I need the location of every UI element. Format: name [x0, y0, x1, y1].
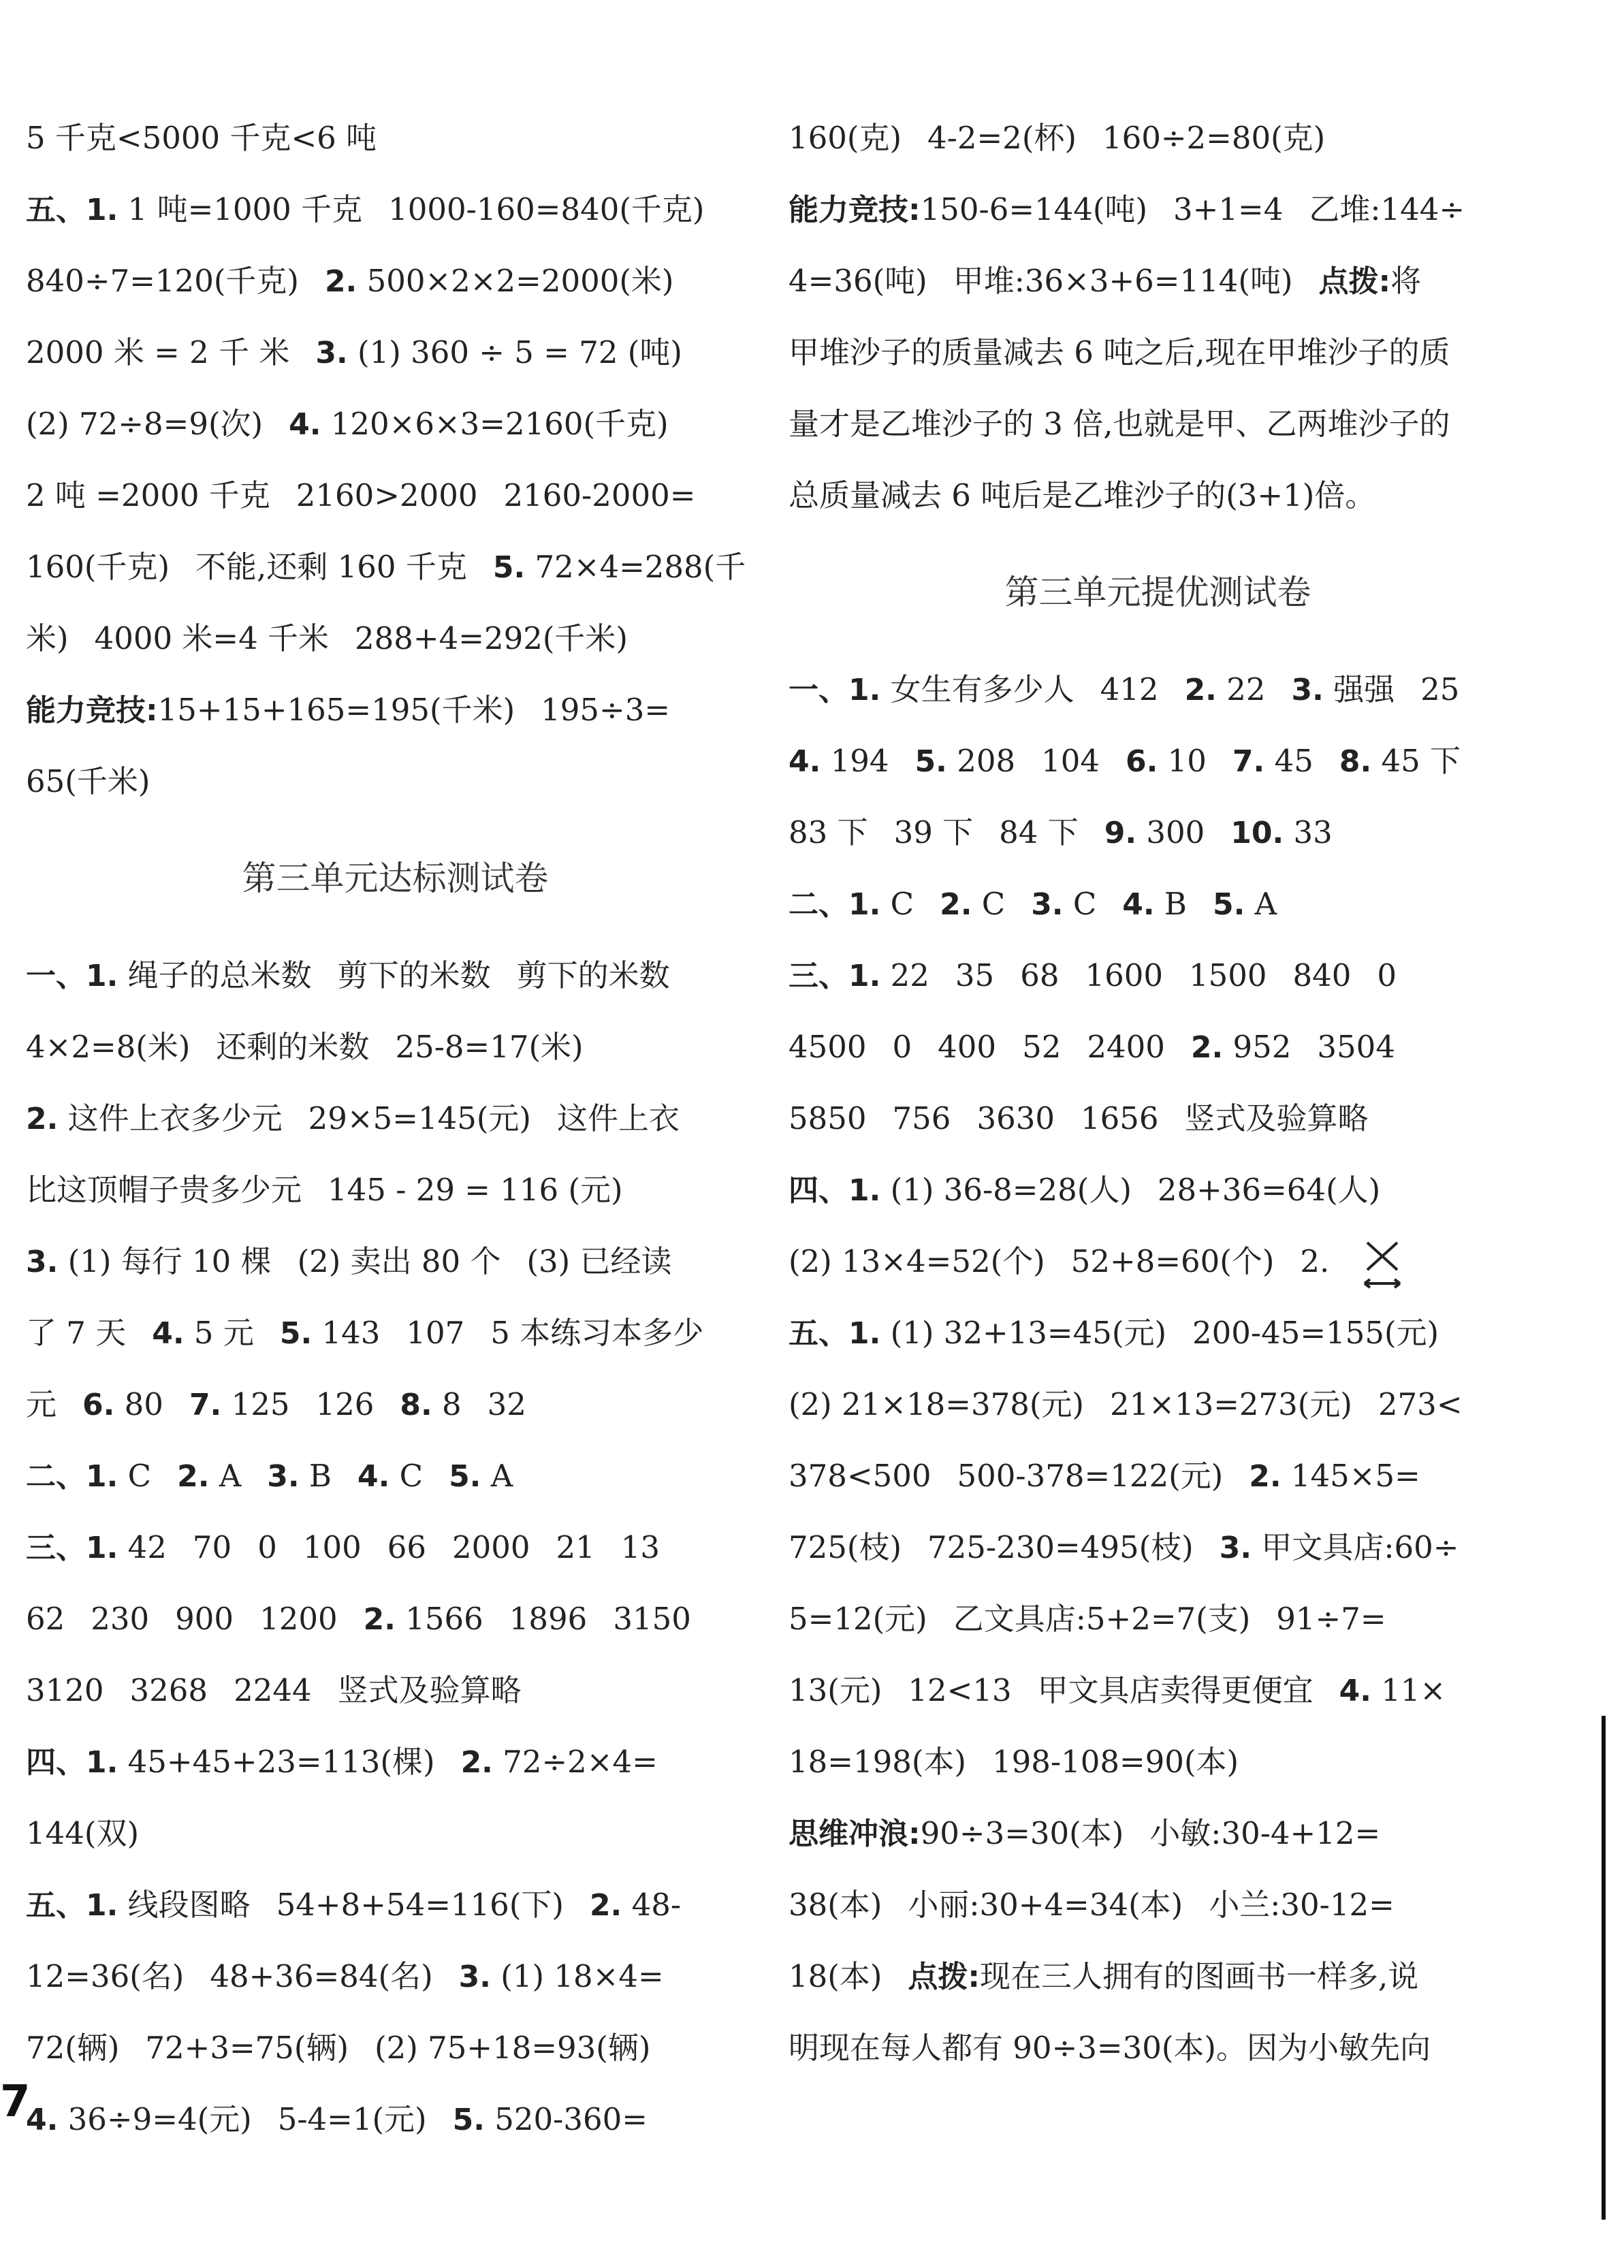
answer-line [26, 940, 765, 1011]
answer-segment: 小兰:30-12= [1209, 1887, 1395, 1923]
answer-segment: 70 [192, 1529, 232, 1565]
answer-segment: 2000 [452, 1529, 530, 1565]
left-answer-block-1 [26, 102, 765, 817]
answer-line [789, 1440, 1527, 1512]
answer-line [789, 1512, 1527, 1583]
answer-line [789, 1297, 1527, 1369]
answer-segment: 195÷3= [541, 692, 671, 728]
answer-line [789, 2012, 1527, 2083]
answer-segment: 25-8=17(米) [395, 1029, 584, 1065]
answer-segment: 38(本) [789, 1887, 882, 1923]
answer-line [26, 245, 765, 317]
answer-segment: 18(本) [789, 1958, 882, 1994]
answer-segment: 1000-160=840(千克) [388, 191, 705, 227]
answer-segment: 甲堆沙子的质量减去 6 吨之后,现在甲堆沙子的质 [789, 334, 1450, 370]
answer-segment: 五、1. 1 吨=1000 千克 [26, 191, 363, 227]
answer-segment: 0 [257, 1529, 277, 1565]
answer-segment: 29×5=145(元) [308, 1100, 531, 1136]
answer-segment: 840 [1292, 957, 1352, 993]
answer-segment: 量才是乙堆沙子的 3 倍,也就是甲、乙两堆沙子的 [789, 406, 1450, 442]
answer-segment: 9. 300 [1104, 814, 1205, 850]
left-column [26, 102, 765, 2155]
answer-segment: 725-230=495(枝) [927, 1529, 1194, 1565]
answer-segment: 13 [620, 1529, 660, 1565]
answer-segment: 65(千米) [26, 763, 150, 799]
answer-line [789, 174, 1527, 245]
answer-segment: (2) 75+18=93(辆) [375, 2030, 651, 2066]
answer-segment: 剪下的米数 [337, 957, 491, 993]
answer-segment: 5850 [789, 1100, 867, 1136]
right-answer-block-1 [789, 102, 1527, 531]
answer-segment: 1200 [259, 1601, 338, 1637]
answer-line [26, 2012, 765, 2083]
answer-segment: 5. A [1213, 886, 1277, 922]
answer-line [26, 746, 765, 817]
answer-line [26, 1083, 765, 1154]
answer-segment: 3120 [26, 1672, 104, 1708]
answer-segment: 756 [892, 1100, 951, 1136]
answer-segment: 5 本练习本多少 [490, 1315, 704, 1351]
answer-segment: 3. B [267, 1458, 332, 1494]
answer-segment: 412 [1100, 671, 1159, 707]
answer-segment: 4. B [1122, 886, 1187, 922]
answer-line [26, 531, 765, 603]
answer-segment: 62 [26, 1601, 65, 1637]
answer-segment: 52+8=60(个) [1070, 1243, 1275, 1279]
answer-segment: 13(元) [789, 1672, 882, 1708]
answer-line [789, 1583, 1527, 1655]
answer-segment: 甲堆:36×3+6=114(吨) [953, 263, 1293, 299]
answer-segment: 100 [302, 1529, 362, 1565]
right-answer-block-2 [789, 654, 1527, 2083]
answer-segment: 4. C [357, 1458, 424, 1494]
answer-segment: 四、1. (1) 36-8=28(人) [789, 1172, 1132, 1208]
answer-line [789, 940, 1527, 1011]
answer-line [26, 1369, 765, 1440]
page-number: 7 [0, 2077, 31, 2127]
answer-line [26, 1583, 765, 1655]
answer-segment: 二、1. C [789, 886, 914, 922]
answer-segment: 32 [487, 1386, 526, 1422]
answer-segment: 2244 [234, 1672, 312, 1708]
answer-segment: 198-108=90(本) [991, 1744, 1239, 1780]
answer-segment: (2) 72÷8=9(次) [26, 406, 264, 442]
answer-segment: 5. A [449, 1458, 513, 1494]
answer-segment: 3150 [613, 1601, 691, 1637]
answer-line [789, 1655, 1527, 1726]
answer-segment: 72(辆) [26, 2030, 120, 2066]
answer-line [26, 603, 765, 674]
answer-segment: 2. 72÷2×4= [460, 1744, 658, 1780]
answer-line [789, 1154, 1527, 1226]
answer-segment: 7. 45 [1232, 743, 1313, 779]
answer-segment: 160(克) [789, 120, 902, 156]
answer-line [789, 388, 1527, 460]
answer-segment: 一、1. 绳子的总米数 [26, 957, 312, 993]
answer-segment: 25 [1420, 671, 1460, 707]
answer-segment: 不能,还剩 160 千克 [195, 549, 467, 585]
answer-line [26, 317, 765, 388]
answer-segment: 明现在每人都有 90÷3=30(本)。因为小敏先向 [789, 2030, 1431, 2066]
answer-segment: (2) 21×18=378(元) [789, 1386, 1084, 1422]
answer-segment: 比这顶帽子贵多少元 [26, 1172, 302, 1208]
answer-segment: 点拨:现在三人拥有的图画书一样多,说 [908, 1958, 1419, 1994]
answer-segment: 6. 10 [1126, 743, 1207, 779]
answer-segment: 2400 [1087, 1029, 1165, 1065]
answer-line [26, 1297, 765, 1369]
answer-segment: 3+1=4 [1173, 191, 1284, 227]
answer-segment: 6. 80 [82, 1386, 163, 1422]
answer-segment: 66 [387, 1529, 426, 1565]
answer-line [789, 1369, 1527, 1440]
answer-segment: 0 [1377, 957, 1397, 993]
answer-segment: 5. 72×4=288(千 [492, 549, 746, 585]
answer-segment: 725(枝) [789, 1529, 902, 1565]
answer-line [26, 388, 765, 460]
answer-segment: 8. 45 下 [1339, 743, 1461, 779]
answer-segment: 378<500 [789, 1458, 932, 1494]
answer-segment: 4. 36÷9=4(元) [26, 2101, 252, 2137]
answer-segment: 39 下 [893, 814, 974, 850]
left-answer-block-2 [26, 940, 765, 2155]
answer-segment: 84 下 [999, 814, 1079, 850]
answer-segment: 12<13 [908, 1672, 1012, 1708]
answer-line [789, 460, 1527, 531]
answer-segment: 4×2=8(米) [26, 1029, 191, 1065]
answer-line [26, 460, 765, 531]
answer-segment: 5. 520-360= [452, 2101, 648, 2137]
answer-line [789, 654, 1527, 725]
answer-line [789, 1940, 1527, 2012]
answer-segment: 这件上衣 [556, 1100, 680, 1136]
answer-segment: 乙文具店:5+2=7(支) [953, 1601, 1251, 1637]
answer-segment: 2000 米 = 2 千 米 [26, 334, 290, 370]
answer-segment: 剪下的米数 [516, 957, 670, 993]
answer-segment: 1656 [1080, 1100, 1159, 1136]
answer-segment: 200-45=155(元) [1192, 1315, 1439, 1351]
answer-segment: 2. [1300, 1243, 1330, 1279]
answer-segment: 四、1. 45+45+23=113(棵) [26, 1744, 435, 1780]
answer-line [789, 102, 1527, 174]
answer-segment: 3. 甲文具店:60÷ [1219, 1529, 1459, 1565]
answer-line [26, 1512, 765, 1583]
answer-segment: 2160-2000= [503, 477, 696, 513]
answer-segment: 273< [1378, 1386, 1463, 1422]
answer-line [26, 1655, 765, 1726]
cross-mark-icon [1362, 1237, 1403, 1292]
answer-line [789, 797, 1527, 868]
right-column [789, 102, 1527, 2083]
answer-segment: 元 [26, 1386, 57, 1422]
answer-segment: 4. 11× [1339, 1672, 1446, 1708]
answer-segment: 二、1. C [26, 1458, 152, 1494]
answer-segment: 3630 [976, 1100, 1055, 1136]
answer-segment: 能力竞技:15+15+165=195(千米) [26, 692, 515, 728]
answer-segment: 4. 5 元 [152, 1315, 254, 1351]
answer-segment: 4-2=2(杯) [927, 120, 1077, 156]
answer-segment: 5 千克<5000 千克<6 吨 [26, 120, 377, 156]
answer-segment: 4=36(吨) [789, 263, 927, 299]
answer-segment: 3. 强强 [1291, 671, 1395, 707]
answer-segment: 五、1. 线段图略 [26, 1887, 251, 1923]
answer-line [789, 317, 1527, 388]
answer-segment: 五、1. (1) 32+13=45(元) [789, 1315, 1166, 1351]
answer-line [789, 1726, 1527, 1798]
answer-segment: 了 7 天 [26, 1315, 127, 1351]
answer-segment: 48+36=84(名) [210, 1958, 433, 1994]
answer-segment: 小敏:30-4+12= [1149, 1815, 1381, 1851]
answer-segment: 4000 米=4 千米 [94, 620, 330, 656]
answer-line [26, 1154, 765, 1226]
answer-segment: 900 [175, 1601, 234, 1637]
answer-line [789, 1011, 1527, 1083]
answer-segment: 2. 952 [1190, 1029, 1292, 1065]
answer-segment: 21×13=273(元) [1109, 1386, 1352, 1422]
answer-segment: 5. 143 [279, 1315, 381, 1351]
answer-segment: 5. 208 [914, 743, 1016, 779]
answer-segment: 3. (1) 18×4= [458, 1958, 664, 1994]
answer-segment: 107 [406, 1315, 465, 1351]
section-heading-unit3-advanced: 第三单元提优测试卷 [1004, 573, 1311, 612]
page-edge-bar [1602, 1716, 1606, 2220]
answer-segment: 840÷7=120(千克) [26, 263, 299, 299]
answer-segment: 3. (1) 360 ÷ 5 = 72 (吨) [315, 334, 682, 370]
answer-segment: 一、1. 女生有多少人 [789, 671, 1074, 707]
answer-line [26, 174, 765, 245]
answer-segment: 2 吨 =2000 千克 [26, 477, 270, 513]
answer-segment: 8. 8 [400, 1386, 462, 1422]
answer-segment: 3504 [1317, 1029, 1395, 1065]
answer-segment: 小丽:30+4=34(本) [908, 1887, 1183, 1923]
answer-segment: 144(双) [26, 1815, 140, 1851]
answer-line [789, 725, 1527, 797]
answer-segment: 104 [1041, 743, 1100, 779]
answer-segment: 2160>2000 [296, 477, 478, 513]
answer-segment: 4500 [789, 1029, 867, 1065]
answer-segment: 12=36(名) [26, 1958, 185, 1994]
answer-segment: 288+4=292(千米) [355, 620, 628, 656]
answer-line [26, 1940, 765, 2012]
answer-segment: 83 下 [789, 814, 868, 850]
answer-line [26, 2083, 765, 2155]
answer-line [26, 1440, 765, 1512]
answer-segment: 3. C [1031, 886, 1097, 922]
answer-line [26, 102, 765, 174]
answer-segment: 2. 48- [589, 1887, 682, 1923]
answer-segment: 4. 120×6×3=2160(千克) [289, 406, 669, 442]
answer-segment: 2. 145×5= [1249, 1458, 1420, 1494]
section-heading-unit3-standard: 第三单元达标测试卷 [242, 859, 549, 898]
answer-line [789, 1226, 1527, 1297]
answer-segment: 68 [1020, 957, 1060, 993]
answer-segment: 竖式及验算略 [337, 1672, 522, 1708]
answer-segment: 28+36=64(人) [1157, 1172, 1381, 1208]
answer-segment: 72+3=75(辆) [145, 2030, 349, 2066]
answer-segment: 思维冲浪:90÷3=30(本) [789, 1815, 1124, 1851]
answer-segment: (2) 卖出 80 个 [297, 1243, 501, 1279]
answer-line [26, 674, 765, 746]
answer-line [789, 1798, 1527, 1869]
answer-segment: 米) [26, 620, 69, 656]
answer-segment: 2. A [177, 1458, 242, 1494]
answer-segment: 甲文具店卖得更便宜 [1037, 1672, 1313, 1708]
answer-segment: 点拨:将 [1318, 263, 1422, 299]
answer-segment: 1600 [1085, 957, 1163, 993]
answer-segment: 还剩的米数 [216, 1029, 370, 1065]
answer-segment: 10. 33 [1230, 814, 1333, 850]
answer-segment: 5-4=1(元) [277, 2101, 427, 2137]
answer-segment: (2) 13×4=52(个) [789, 1243, 1045, 1279]
answer-line [26, 1726, 765, 1798]
answer-line [26, 1798, 765, 1869]
answer-line [26, 1011, 765, 1083]
answer-segment: 竖式及验算略 [1184, 1100, 1369, 1136]
answer-segment: 5=12(元) [789, 1601, 927, 1637]
answer-segment: 500-378=122(元) [957, 1458, 1224, 1494]
answer-segment: 400 [938, 1029, 997, 1065]
answer-segment: 三、1. 42 [26, 1529, 167, 1565]
answer-line [789, 868, 1527, 940]
answer-segment: 18=198(本) [789, 1744, 966, 1780]
answer-segment: 2. 这件上衣多少元 [26, 1100, 283, 1136]
answer-segment: 160(千克) [26, 549, 170, 585]
answer-line [26, 1869, 765, 1940]
answer-line [789, 1869, 1527, 1940]
answer-segment: 1896 [509, 1601, 588, 1637]
answer-segment: 1500 [1188, 957, 1267, 993]
answer-segment: 3268 [129, 1672, 208, 1708]
answer-segment: 3. (1) 每行 10 棵 [26, 1243, 272, 1279]
answer-segment: 2. 22 [1184, 671, 1266, 707]
answer-segment: 2. C [940, 886, 1006, 922]
answer-segment: 2. 500×2×2=2000(米) [324, 263, 674, 299]
answer-line [789, 245, 1527, 317]
answer-segment: 126 [315, 1386, 375, 1422]
answer-segment: 160÷2=80(克) [1102, 120, 1326, 156]
answer-segment: (3) 已经读 [526, 1243, 672, 1279]
answer-segment: 三、1. 22 [789, 957, 929, 993]
answer-segment: 能力竞技:150-6=144(吨) [789, 191, 1148, 227]
answer-segment: 7. 125 [189, 1386, 290, 1422]
answer-segment: 总质量减去 6 吨后是乙堆沙子的(3+1)倍。 [789, 477, 1376, 513]
answer-segment: 52 [1022, 1029, 1062, 1065]
answer-segment: 91÷7= [1276, 1601, 1386, 1637]
answer-segment: 230 [91, 1601, 150, 1637]
answer-segment: 21 [556, 1529, 595, 1565]
answer-segment: 乙堆:144÷ [1309, 191, 1465, 227]
answer-segment: 0 [892, 1029, 912, 1065]
answer-segment: 4. 194 [789, 743, 889, 779]
answer-segment: 54+8+54=116(下) [276, 1887, 564, 1923]
answer-line [26, 1226, 765, 1297]
answer-segment: 35 [955, 957, 995, 993]
answer-line [789, 1083, 1527, 1154]
answer-segment: 2. 1566 [363, 1601, 483, 1637]
answer-segment: 145 - 29 = 116 (元) [328, 1172, 623, 1208]
